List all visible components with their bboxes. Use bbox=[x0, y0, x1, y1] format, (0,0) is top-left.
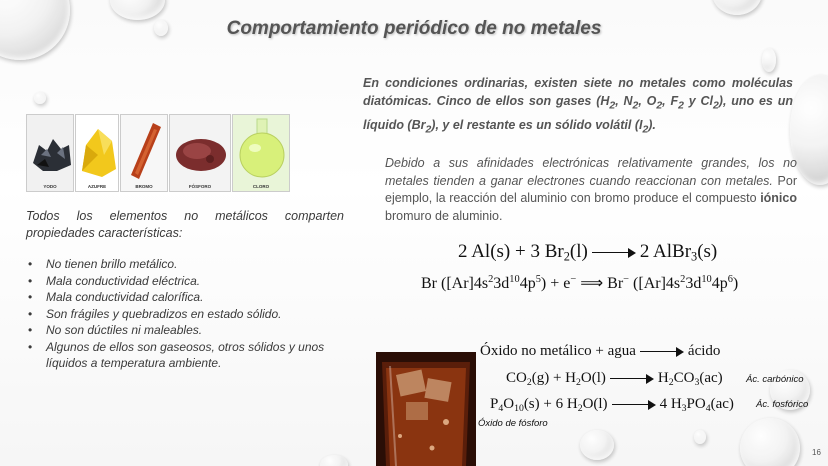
arrow-icon bbox=[592, 248, 636, 258]
page-number: 16 bbox=[812, 448, 821, 457]
water-drop-decoration bbox=[762, 48, 776, 72]
double-arrow-icon: ⟹ bbox=[576, 275, 608, 292]
list-item: • Mala conductividad eléctrica. bbox=[26, 273, 346, 290]
water-drop-decoration bbox=[110, 0, 165, 20]
list-item: • No tienen brillo metálico. bbox=[26, 256, 346, 273]
slide-title: Comportamiento periódico de no metales bbox=[226, 18, 602, 39]
water-drop-decoration bbox=[320, 455, 348, 466]
photo-iodine bbox=[26, 114, 74, 192]
arrow-icon bbox=[610, 374, 654, 384]
water-drop-decoration bbox=[34, 92, 46, 104]
properties-intro: Todos los elementos no metálicos comparten propiedades características: bbox=[26, 209, 344, 240]
iodine-crystals-image bbox=[27, 115, 75, 193]
photo-phosphorus bbox=[169, 114, 231, 192]
photo-caption: CLORO bbox=[252, 184, 270, 189]
properties-list bbox=[26, 256, 346, 372]
photo-caption: FÓSFORO bbox=[188, 184, 212, 189]
photo-bromine bbox=[120, 114, 168, 192]
water-drop-decoration bbox=[740, 418, 800, 466]
list-item: • Son frágiles y quebradizos en estado sólido. bbox=[26, 306, 346, 323]
bromine-ampoule-image bbox=[121, 115, 169, 193]
list-item: • No son dúctiles ni maleables. bbox=[26, 322, 346, 339]
electron-affinity-paragraph: Debido a sus afinidades electrónicas relativamente grandes, los no metales tienden a ganar electrones cuando reaccionan con metales. Por ejemplo, la reacción del aluminio con bromo produce el compuesto iónico bromuro de aluminio. bbox=[385, 156, 797, 223]
equation-phosphoric-acid: $P_4O_{10}(s) + 6$ $H_2O(l)$ 4 $H_3PO_4(ac)$ bbox=[490, 396, 734, 414]
equation-aluminium-bromine: 2 Al(s) + 3 $Br_2(l)$ 2 AlBr$_3$(s) bbox=[458, 241, 718, 264]
soda-glass-image bbox=[376, 352, 476, 466]
photo-sulfur bbox=[75, 114, 119, 192]
list-item: • Mala conductividad calorífica. bbox=[26, 289, 346, 306]
note-carbonic-acid: Ác. carbónico bbox=[746, 374, 804, 385]
photo-caption: BROMO bbox=[135, 184, 153, 189]
sulfur-lump-image bbox=[76, 115, 120, 193]
phosphorus-powder-image bbox=[170, 115, 232, 193]
photo-caption: YODO bbox=[43, 184, 57, 189]
photo-chlorine bbox=[232, 114, 290, 192]
water-drop-decoration bbox=[694, 430, 706, 444]
arrow-icon bbox=[612, 400, 656, 410]
water-drop-decoration bbox=[712, 0, 762, 15]
diatomic-paragraph: En condiciones ordinarias, existen siete no metales como moléculas diatómicas. Cinco de ellos son gases ($H_2$, $N_2$, $O_2$, $F_2$ y $Cl_2$), uno es un líquido $(Br_2)$, y el restante es un sólido volátil $(I_2)$. bbox=[363, 76, 793, 135]
photo-caption: AZUFRE bbox=[87, 184, 107, 189]
chlorine-flask-image bbox=[233, 115, 291, 193]
note-phosphoric-acid: Ác. fosfórico bbox=[756, 399, 809, 410]
note-phosphorus-oxide: Óxido de fósforo bbox=[478, 418, 548, 429]
equation-carbonic-acid: $CO_2(g) + H_2O(l)$ $H_2CO_3(ac)$ bbox=[506, 370, 723, 388]
list-item: • Algunos de ellos son gaseosos, otros sólidos y unos líquidos a temperatura ambiente. bbox=[26, 339, 346, 372]
arrow-icon bbox=[640, 347, 684, 357]
equation-oxide-water: Óxido no metálico + agua ácido bbox=[480, 343, 721, 359]
water-drop-decoration bbox=[580, 430, 614, 460]
equation-bromine-electron: Br $([Ar]4s^23d^{10}4p^5) + e^-$ ⟹ Br− $([Ar]4s^23d^{10}4p^6)$ bbox=[421, 273, 739, 292]
